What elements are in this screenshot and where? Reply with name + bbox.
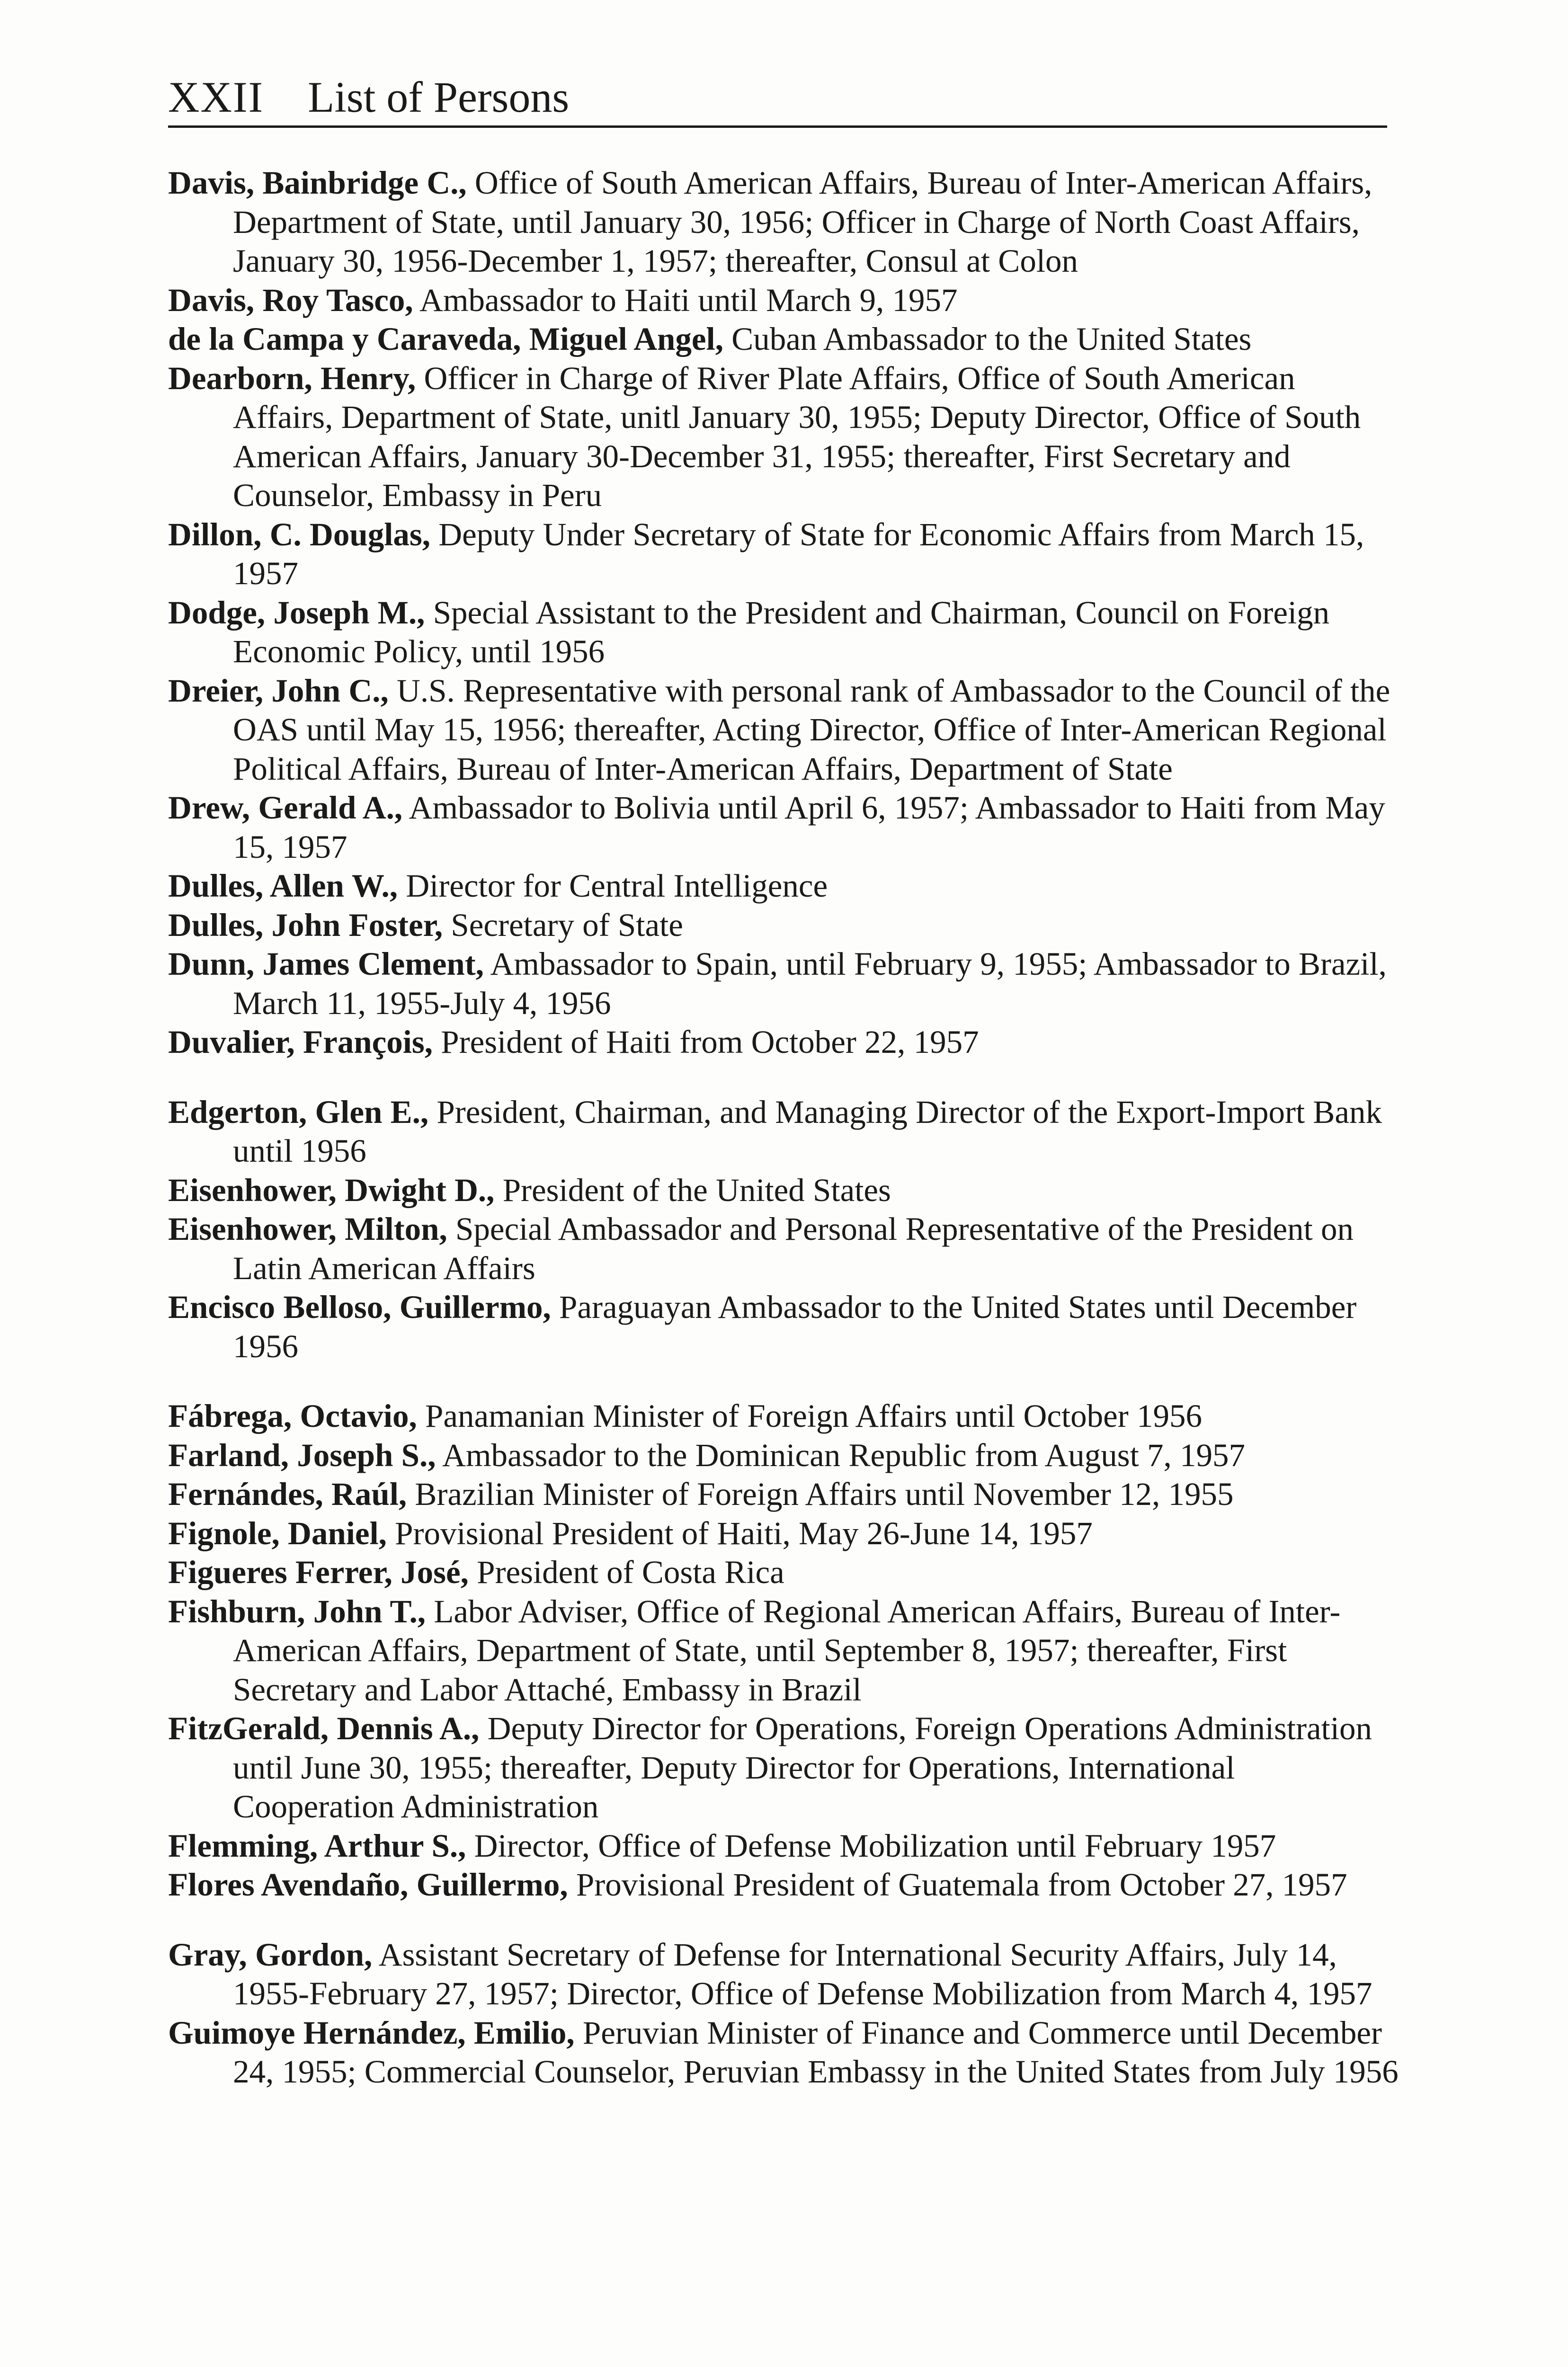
person-name: Fernándes, Raúl,	[168, 1476, 407, 1512]
person-name: Dreier, John C.,	[168, 672, 389, 709]
person-description: Peruvian Minister of Finance and Commerce until December 24, 1955; Commercial Counselor, Peruvian Embassy in the United States from July 1956	[233, 2014, 1399, 2090]
person-name: Figueres Ferrer, José,	[168, 1554, 469, 1590]
person-description: Cuban Ambassador to the United States	[723, 321, 1252, 357]
person-entry	[168, 1865, 1399, 1904]
section-gap	[168, 1904, 1399, 1935]
person-entry	[168, 1210, 1399, 1288]
persons-list	[168, 163, 1399, 2091]
person-entry	[168, 1023, 1399, 1062]
person-description: Brazilian Minister of Foreign Affairs until November 12, 1955	[407, 1476, 1234, 1512]
person-entry	[168, 1397, 1399, 1436]
person-name: FitzGerald, Dennis A.,	[168, 1710, 480, 1746]
person-entry	[168, 1093, 1399, 1171]
person-description: U.S. Representative with personal rank of Ambassador to the Council of the OAS until May 15, 1956; thereafter, Acting Director, Office of Inter-American Regional Political Affairs, Bureau of Inter-American Affairs, Department of State	[233, 672, 1390, 787]
person-name: Dunn, James Clement,	[168, 946, 484, 982]
person-name: Dodge, Joseph M.,	[168, 594, 425, 631]
person-description: Deputy Under Secretary of State for Economic Affairs from March 15, 1957	[233, 516, 1364, 591]
person-entry	[168, 359, 1399, 515]
person-entry	[168, 1436, 1399, 1475]
person-name: Encisco Belloso, Guillermo,	[168, 1289, 551, 1325]
person-description: Office of South American Affairs, Bureau of Inter-American Affairs, Department of State, until January 30, 1956; Officer in Charge of North Coast Affairs, January 30, 1956-December 1, 1957; thereafter, Consul at Colon	[233, 165, 1372, 279]
person-name: Farland, Joseph S.,	[168, 1437, 436, 1473]
person-entry	[168, 1288, 1399, 1366]
person-entry	[168, 1935, 1399, 2013]
person-description: Officer in Charge of River Plate Affairs, Office of South American Affairs, Department of State, unitl January 30, 1955; Deputy Director, Office of South American Affairs, January 30-December 31, 1955; thereafter, First Secretary and Counselor, Embassy in Peru	[233, 360, 1361, 513]
person-entry	[168, 281, 1399, 320]
person-entry	[168, 1592, 1399, 1709]
person-description: Assistant Secretary of Defense for International Security Affairs, July 14, 1955-February 27, 1957; Director, Office of Defense Mobilization from March 4, 1957	[233, 1936, 1372, 2011]
person-description: Ambassador to the Dominican Republic from August 7, 1957	[436, 1437, 1246, 1473]
person-description: Director, Office of Defense Mobilization until February 1957	[466, 1827, 1276, 1864]
person-entry	[168, 788, 1399, 866]
person-name: Duvalier, François,	[168, 1024, 433, 1060]
person-description: Panamanian Minister of Foreign Affairs until October 1956	[417, 1398, 1202, 1434]
person-description: Special Ambassador and Personal Representative of the President on Latin American Affairs	[233, 1211, 1354, 1286]
running-head	[168, 71, 1387, 128]
person-entry	[168, 320, 1399, 359]
person-entry	[168, 1514, 1399, 1553]
person-entry	[168, 1553, 1399, 1592]
person-name: Drew, Gerald A.,	[168, 790, 403, 826]
person-description: Labor Adviser, Office of Regional American Affairs, Bureau of Inter-American Affairs, Department of State, until September 8, 1957; thereafter, First Secretary and Labor Attaché, Embassy in Brazil	[233, 1593, 1341, 1708]
person-name: de la Campa y Caraveda, Miguel Angel,	[168, 321, 723, 357]
person-name: Davis, Roy Tasco,	[168, 282, 413, 318]
person-name: Edgerton, Glen E.,	[168, 1094, 429, 1130]
person-entry	[168, 1475, 1399, 1514]
person-description: President of Costa Rica	[468, 1554, 784, 1590]
person-description: Provisional President of Guatemala from October 27, 1957	[568, 1867, 1347, 1903]
person-name: Guimoye Hernández, Emilio,	[168, 2014, 575, 2051]
page-title: List of Persons	[308, 73, 570, 121]
section-gap	[168, 1062, 1399, 1093]
page-number: XXII	[168, 73, 264, 121]
person-description: President, Chairman, and Managing Director of the Export-Import Bank until 1956	[233, 1094, 1382, 1169]
person-entry	[168, 1709, 1399, 1826]
person-description: Special Assistant to the President and Chairman, Council on Foreign Economic Policy, until 1956	[233, 594, 1330, 669]
person-description: Ambassador to Haiti until March 9, 1957	[413, 282, 958, 318]
person-name: Fábrega, Octavio,	[168, 1398, 417, 1434]
person-name: Flemming, Arthur S.,	[168, 1827, 466, 1864]
person-name: Fishburn, John T.,	[168, 1593, 426, 1629]
person-name: Flores Avendaño, Guillermo,	[168, 1867, 568, 1903]
section-gap	[168, 1366, 1399, 1397]
person-entry	[168, 593, 1399, 671]
person-name: Dulles, John Foster,	[168, 907, 443, 943]
person-description: Ambassador to Bolivia until April 6, 1957; Ambassador to Haiti from May 15, 1957	[233, 790, 1385, 865]
person-description: Director for Central Intelligence	[398, 868, 828, 904]
person-description: Secretary of State	[443, 907, 683, 943]
person-name: Dillon, C. Douglas,	[168, 516, 431, 552]
person-name: Dearborn, Henry,	[168, 360, 416, 396]
person-entry	[168, 2013, 1399, 2091]
person-entry	[168, 515, 1399, 593]
person-entry	[168, 671, 1399, 789]
person-entry	[168, 1171, 1399, 1210]
person-entry	[168, 163, 1399, 281]
person-name: Eisenhower, Milton,	[168, 1211, 447, 1247]
person-entry	[168, 1826, 1399, 1866]
person-name: Fignole, Daniel,	[168, 1515, 387, 1551]
person-description: Deputy Director for Operations, Foreign Operations Administration until June 30, 1955; thereafter, Deputy Director for Operations, International Cooperation Administration	[233, 1710, 1372, 1824]
person-name: Davis, Bainbridge C.,	[168, 165, 467, 201]
person-description: Provisional President of Haiti, May 26-June 14, 1957	[386, 1515, 1093, 1551]
person-entry	[168, 866, 1399, 906]
person-entry	[168, 944, 1399, 1023]
person-name: Dulles, Allen W.,	[168, 868, 398, 904]
person-name: Gray, Gordon,	[168, 1936, 373, 1973]
person-description: Ambassador to Spain, until February 9, 1955; Ambassador to Brazil, March 11, 1955-July 4, 1956	[233, 946, 1387, 1021]
person-name: Eisenhower, Dwight D.,	[168, 1172, 495, 1208]
person-description: President of Haiti from October 22, 1957	[433, 1024, 979, 1060]
person-entry	[168, 906, 1399, 945]
person-description: President of the United States	[494, 1172, 891, 1208]
person-description: Paraguayan Ambassador to the United States until December 1956	[233, 1289, 1357, 1364]
